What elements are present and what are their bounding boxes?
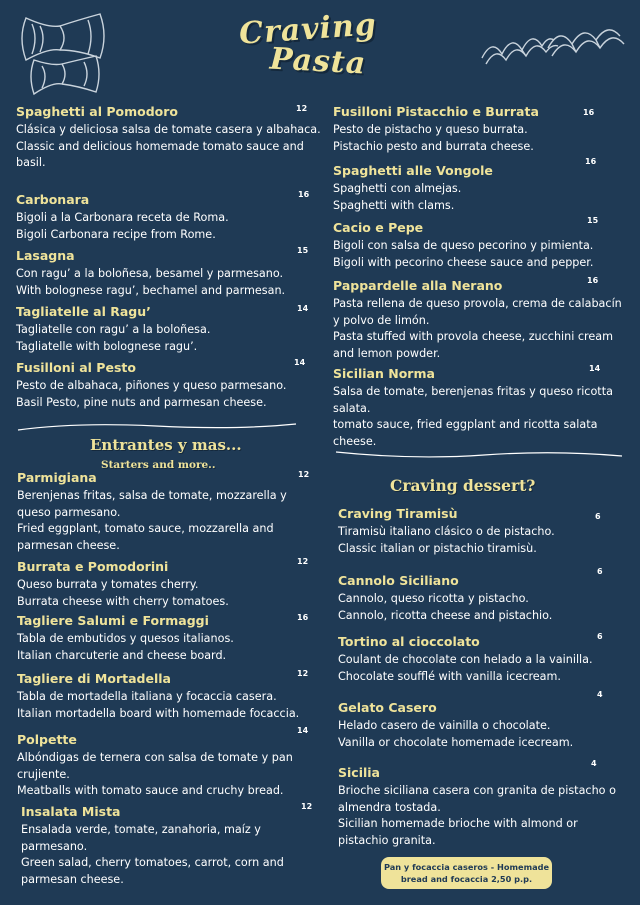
item-name: Sicilian Norma (333, 366, 435, 381)
item-name: Tortino al cioccolato (338, 634, 480, 649)
item-name: Sicilia (338, 765, 380, 780)
item-desc-en: Italian charcuterie and cheese board. (17, 648, 227, 662)
item-desc-en: With bolognese ragu’, bechamel and parmesan. (16, 283, 286, 297)
menu-item (17, 613, 322, 664)
item-price: 12 (297, 557, 309, 566)
item-desc-es: Albóndigas de ternera con salsa de tomate y pan crujiente. (17, 751, 293, 781)
item-desc-es: Tagliatelle con ragu’ a la boloñesa. (16, 323, 211, 336)
item-desc-en: Burrata cheese with cherry tomatoes. (17, 594, 229, 608)
item-desc-es: Pesto de albahaca, piñones y queso parmesano. (16, 379, 287, 392)
item-name: Tagliere Salumi e Formaggi (17, 613, 209, 628)
item-price: 16 (298, 190, 310, 199)
menu-item (338, 567, 620, 624)
fusilli-pasta-icon (478, 18, 628, 78)
wave-divider-left (16, 420, 298, 434)
item-name: Craving Tiramisù (338, 506, 458, 521)
item-desc-es: Salsa de tomate, berenjenas fritas y queso ricotta salata. (333, 385, 613, 415)
item-price: 6 (597, 632, 603, 641)
menu-item (16, 104, 321, 172)
item-price: 16 (585, 157, 597, 166)
item-desc-es: Berenjenas fritas, salsa de tomate, mozzarella y queso parmesano. (17, 489, 287, 519)
item-desc-en: Spaghetti with clams. (333, 198, 455, 212)
starters-subtitle: Starters and more.. (101, 459, 216, 471)
item-name: Spaghetti al Pomodoro (16, 104, 179, 119)
item-price: 16 (587, 276, 599, 285)
item-price: 4 (597, 690, 603, 699)
item-desc-es: Pesto de pistacho y queso burrata. (333, 123, 528, 136)
item-name: Lasagna (16, 248, 75, 263)
item-price: 14 (589, 364, 601, 373)
desserts-list (338, 506, 620, 851)
item-desc-en: Vanilla or chocolate homemade icecream. (338, 735, 574, 749)
item-price: 15 (587, 216, 599, 225)
item-desc-es: Clásica y deliciosa salsa de tomate casera y albahaca. (16, 123, 321, 136)
item-price: 14 (297, 304, 309, 313)
item-desc-en: Italian mortadella board with homemade focaccia. (17, 706, 300, 720)
item-name: Insalata Mista (21, 804, 121, 819)
title-line-1: Craving (238, 7, 378, 52)
item-desc-es: Cannolo, queso ricotta y pistacho. (338, 592, 529, 605)
item-desc-es: Queso burrata y tomates cherry. (17, 578, 199, 591)
menu-item (333, 104, 623, 155)
item-desc-en: Bigoli with pecorino cheese sauce and pepper. (333, 255, 594, 269)
desserts-title: Craving dessert? (390, 476, 536, 495)
item-desc-en: Cannolo, ricotta cheese and pistachio. (338, 608, 553, 622)
item-desc-en: Classic and delicious homemade tomato sauce and basil. (16, 139, 304, 169)
menu-item (16, 304, 321, 355)
item-name: Tagliere di Mortadella (17, 671, 171, 686)
menu-item (333, 157, 623, 214)
item-name: Cannolo Siciliano (338, 573, 459, 588)
menu-item (21, 804, 322, 888)
item-price: 16 (583, 108, 595, 117)
item-desc-en: Pasta stuffed with provola cheese, zucchini cream and lemon powder. (333, 330, 614, 360)
item-price: 12 (296, 104, 308, 113)
menu-item (17, 470, 322, 554)
item-name: Fusilloni al Pesto (16, 360, 136, 375)
item-desc-es: Bigoli a la Carbonara receta de Roma. (16, 211, 229, 224)
item-desc-es: Tabla de embutidos y quesos italianos. (17, 632, 234, 645)
item-price: 6 (595, 512, 601, 521)
item-price: 12 (298, 470, 310, 479)
item-desc-en: Fried eggplant, tomato sauce, mozzarella and parmesan cheese. (17, 522, 274, 552)
item-name: Burrata e Pomodorini (17, 559, 169, 574)
menu-item (16, 248, 321, 299)
menu-item (16, 192, 321, 243)
item-name: Gelato Casero (338, 700, 437, 715)
menu-item (338, 759, 620, 849)
item-desc-en: Basil Pesto, pine nuts and parmesan cheese. (16, 395, 267, 409)
item-price: 16 (297, 613, 309, 622)
item-name: Tagliatelle al Ragu’ (16, 304, 151, 319)
item-desc-en: Green salad, cherry tomatoes, carrot, corn and parmesan cheese. (21, 856, 284, 886)
farfalle-pasta-icon (8, 8, 128, 98)
starters-title: Entrantes y mas... (90, 436, 242, 454)
item-desc-es: Ensalada verde, tomate, zanahoria, maíz y parmesano. (21, 823, 261, 853)
item-desc-es: Helado casero de vainilla o chocolate. (338, 719, 551, 732)
item-desc-es: Brioche siciliana casera con granita de pistacho o almendra tostada. (338, 784, 616, 814)
item-desc-en: Pistachio pesto and burrata cheese. (333, 139, 534, 153)
bread-note-badge: Pan y focaccia caseros - Homemade bread and focaccia 2,50 p.p. (381, 857, 552, 889)
item-desc-en: tomato sauce, fried eggplant and ricotta salata cheese. (333, 418, 598, 448)
menu-item (16, 360, 321, 411)
item-desc-es: Con ragu’ a la boloñesa, besamel y parmesano. (16, 267, 284, 280)
item-name: Cacio e Pepe (333, 220, 424, 235)
starters-list (17, 470, 322, 890)
wave-divider-right (334, 448, 624, 462)
menu-item (333, 216, 623, 271)
menu-item (338, 634, 620, 685)
item-desc-en: Sicilian homemade brioche with almond or pistachio granita. (338, 817, 578, 847)
pasta-list-right (333, 104, 623, 449)
item-desc-es: Tabla de mortadella italiana y focaccia casera. (17, 690, 277, 703)
item-desc-en: Chocolate soufflé with vanilla icecream. (338, 669, 561, 683)
item-price: 14 (297, 726, 309, 735)
item-desc-es: Bigoli con salsa de queso pecorino y pimienta. (333, 239, 594, 252)
item-price: 14 (294, 358, 306, 367)
item-desc-es: Tiramisù italiano clásico o de pistacho. (338, 525, 555, 538)
item-price: 6 (597, 567, 603, 576)
menu-item (333, 278, 623, 362)
item-desc-en: Meatballs with tomato sauce and cruchy bread. (17, 784, 284, 797)
item-desc-en: Bigoli Carbonara recipe from Rome. (16, 227, 216, 241)
item-desc-es: Pasta rellena de queso provola, crema de calabacín y polvo de limón. (333, 297, 622, 327)
item-name: Spaghetti alle Vongole (333, 163, 493, 178)
item-price: 4 (591, 759, 597, 768)
menu-item (338, 690, 620, 751)
item-desc-en: Classic italian or pistachio tiramisù. (338, 541, 537, 555)
item-desc-es: Coulant de chocolate con helado a la vainilla. (338, 653, 593, 666)
item-name: Carbonara (16, 192, 90, 207)
menu-item (17, 671, 322, 722)
item-desc-en: Tagliatelle with bolognese ragu’. (16, 339, 198, 353)
item-name: Pappardelle alla Nerano (333, 278, 503, 293)
item-name: Parmigiana (17, 470, 97, 485)
item-desc-es: Spaghetti con almejas. (333, 182, 462, 195)
item-price: 15 (297, 246, 309, 255)
pasta-list-left (16, 104, 321, 414)
title-line-2: Pasta (268, 41, 368, 82)
menu-title (238, 7, 378, 82)
item-name: Fusilloni Pistacchio e Burrata (333, 104, 539, 119)
menu-item (17, 559, 322, 610)
menu-item (333, 366, 623, 450)
menu-item (17, 726, 322, 800)
menu-item (338, 506, 620, 557)
item-name: Polpette (17, 732, 77, 747)
item-price: 12 (301, 802, 313, 811)
item-price: 12 (297, 669, 309, 678)
